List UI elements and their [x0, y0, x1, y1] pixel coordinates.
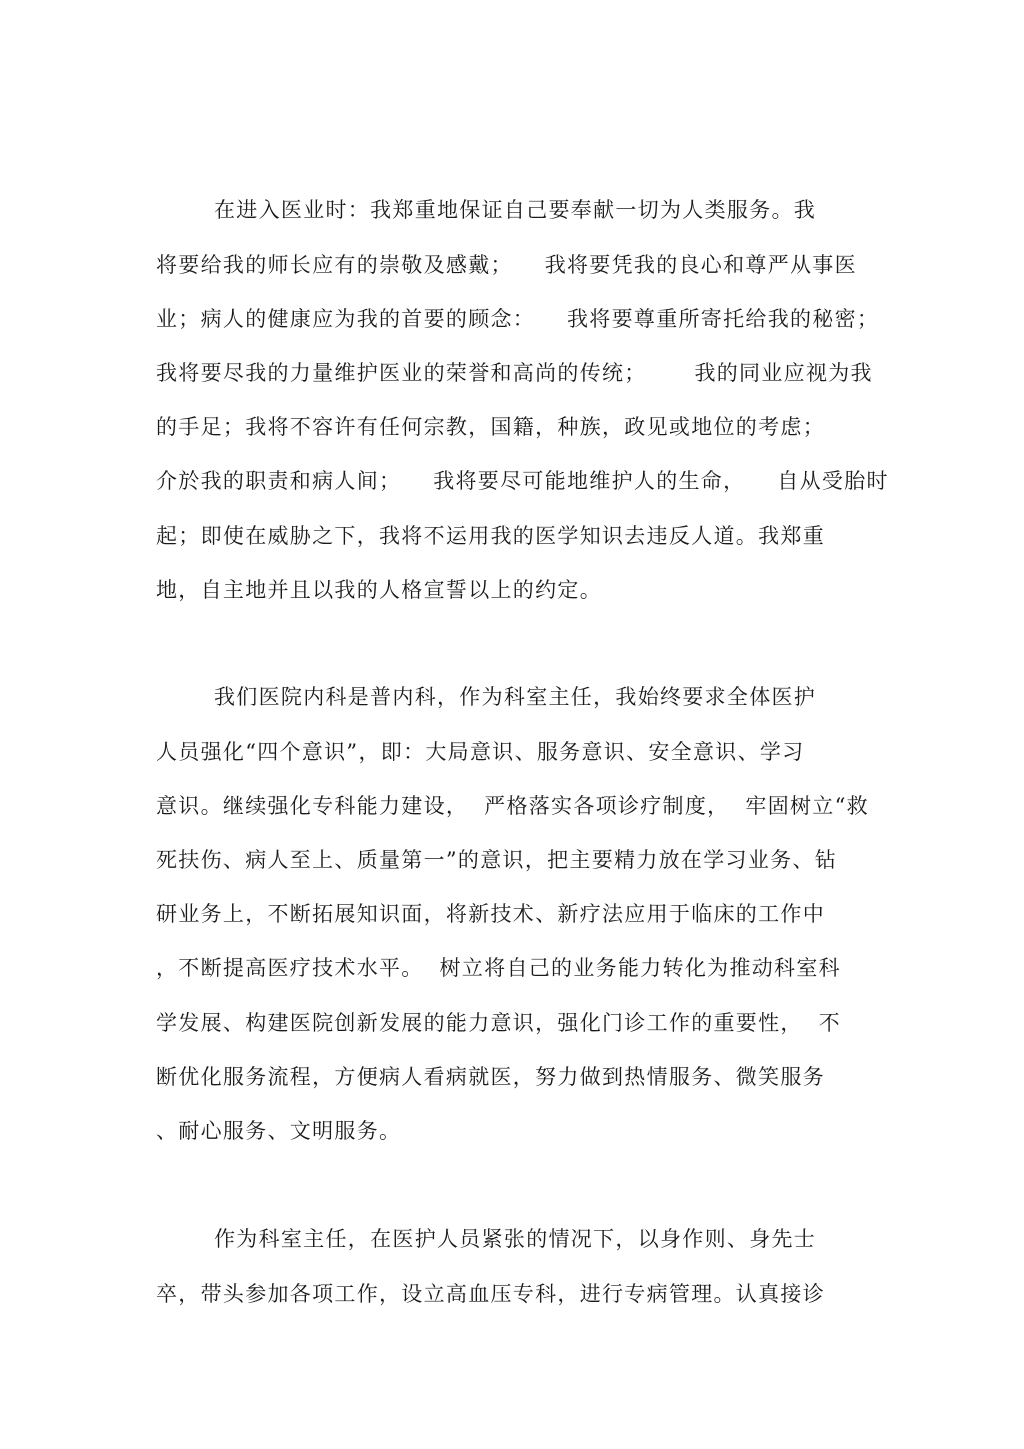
text-line: 死扶伤、病人至上、质量第一”的意识，把主要精力放在学习业务、钻	[156, 848, 838, 872]
text-line: ，不断提高医疗技术水平。 树立将自己的业务能力转化为推动科室科	[156, 956, 841, 980]
text-line: 我将要尽我的力量维护医业的荣誉和高尚的传统； 我的同业应视为我	[156, 361, 873, 385]
text-line: 研业务上，不断拓展知识面，将新技术、新疗法应用于临床的工作中	[156, 902, 825, 926]
text-line: 的手足；我将不容许有任何宗教，国籍，种族，政见或地位的考虑；	[156, 415, 825, 439]
text-line: 起；即使在威胁之下，我将不运用我的医学知识去违反人道。我郑重	[156, 524, 825, 548]
text-line: 卒，带头参加各项工作，设立高血压专科，进行专病管理。认真接诊	[156, 1282, 825, 1306]
text-line: 将要给我的师长应有的崇敬及感戴； 我将要凭我的良心和尊严从事医	[156, 253, 857, 277]
text-line: 介於我的职责和病人间； 我将要尽可能地维护人的生命， 自从受胎时	[156, 469, 889, 493]
text-line: 人员强化“四个意识”，即：大局意识、服务意识、安全意识、学习	[156, 740, 805, 764]
text-line: 作为科室主任，在医护人员紧张的情况下，以身作则、身先士	[214, 1227, 817, 1251]
text-line: 地，自主地并且以我的人格宣誓以上的约定。	[156, 578, 602, 602]
text-line: 断优化服务流程，方便病人看病就医，努力做到热情服务、微笑服务	[156, 1065, 825, 1089]
text-line: 业；病人的健康应为我的首要的顾念： 我将要尊重所寄托给我的秘密；	[156, 307, 880, 331]
text-line: 、耐心服务、文明服务。	[156, 1119, 402, 1143]
text-line: 在进入医业时：我郑重地保证自己要奉献一切为人类服务。我	[214, 198, 817, 222]
text-line: 我们医院内科是普内科，作为科室主任，我始终要求全体医护	[214, 685, 817, 709]
text-line: 学发展、构建医院创新发展的能力意识，强化门诊工作的重要性， 不	[156, 1011, 841, 1035]
text-line: 意识。继续强化专科能力建设， 严格落实各项诊疗制度， 牢固树立“救	[156, 794, 869, 818]
